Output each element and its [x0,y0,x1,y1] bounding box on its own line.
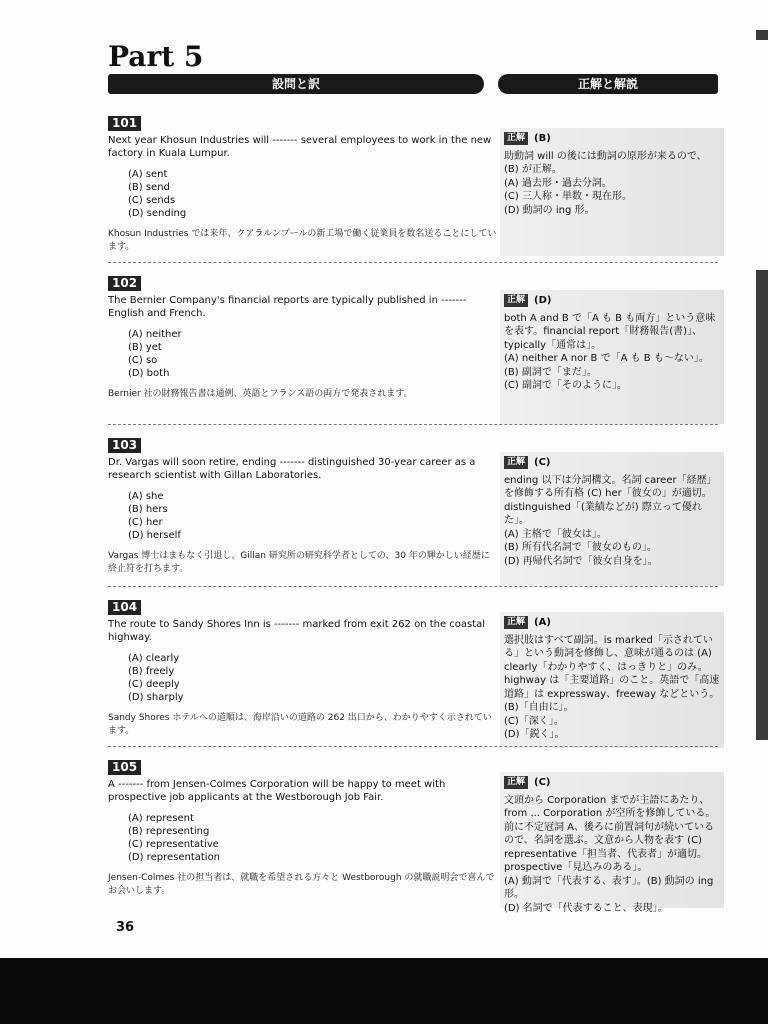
option-list [128,652,498,704]
translation: Vargas 博士はまもなく引退し、Gillan 研究所の研究科学者としての、30 年の輝かしい経歴に終止符を打ちます。 [108,551,490,574]
option: (A) represent [128,813,194,824]
option: (C) representative [128,839,219,850]
question-number: 104 [108,600,141,615]
translation: Khosun Industries では来年、クアラルンプールの新工場で働く従業員を数名送ることにしています。 [108,229,497,252]
option: (A) neither [128,329,182,340]
translation: Jensen-Colmes 社の担当者は、就職を希望される方々と Westborough の就職説明会で喜んでお会いします。 [108,873,495,896]
explanation-line: 助動詞 will の後には動詞の原形が来るので、(B) が正解。 [504,150,707,175]
option: (D) representation [128,852,221,863]
question-stem: A ------- from Jensen-Colmes Corporation will be happy to meet with prospective job applicants at the Westborough Job Fair. [108,779,446,803]
option-list [128,812,498,864]
explanation-line: (D) 名詞で「代表すること、表現」。 [504,902,668,914]
option: (C) her [128,517,163,528]
divider [108,424,718,425]
explanation-line: (D)「鋭く」。 [504,729,565,740]
answer-badge: 正解 [504,776,528,789]
option: (D) sending [128,208,187,219]
option: (C) so [128,355,158,366]
answer-badge: 正解 [504,616,528,629]
option: (C) deeply [128,679,180,690]
explanation-line: (A) 主格で「彼女は」。 [504,528,607,540]
question-number: 103 [108,438,141,453]
option: (A) she [128,491,164,502]
answer-badge: 正解 [504,132,528,145]
answer-letter: (B) [534,133,551,144]
explanation-line: (D) 再帰代名詞で「彼女自身を」。 [504,555,658,567]
answer-letter: (D) [534,295,552,306]
option: (B) hers [128,504,168,515]
translation: Sandy Shores ホテルへの道順は、海岸沿いの道路の 262 出口から、わかりやすく示されています。 [108,713,492,736]
explanation-line: ending 以下は分詞構文。名詞 career「経歴」を修飾する所有格 (C) her「彼女の」が適切。distinguished「(業績などが) 際立って優れた」。 [504,474,717,526]
bottom-bar [0,958,768,1024]
answer-block [500,452,724,586]
question-block [108,434,498,576]
divider [108,262,718,263]
explanation-line: (C) 三人称・単数・現在形。 [504,191,632,202]
answers-header: 正解と解説 [498,74,718,94]
question-block [108,596,498,738]
question-stem: Dr. Vargas will soon retire, ending ------- distinguished 30-year career as a research scientist with Gillan Laboratories. [108,457,476,481]
question-number: 101 [108,116,141,131]
explanation-line: (B) 所有代名詞で「彼女のもの」。 [504,542,657,553]
option: (C) sends [128,195,176,206]
translation: Bernier 社の財務報告書は通例、英語とフランス語の両方で発表されます。 [108,389,413,399]
question-stem: Next year Khosun Industries will ------- several employees to work in the new factory in Kuala Lumpur. [108,135,492,159]
explanation-line: (A) neither A nor B で「A も B も〜ない」。 [504,353,709,364]
explanation-line: (A) 動詞で「代表する、表す」。(B) 動詞の ing 形。 [504,875,714,900]
option: (B) send [128,182,170,193]
answer-badge: 正解 [504,456,528,469]
question-block [108,272,498,401]
answer-block [500,772,724,914]
page-number: 36 [116,920,135,935]
answer-badge: 正解 [504,294,528,307]
answer-letter: (C) [534,457,551,468]
explanation-line: 選択肢はすべて副詞。is marked「示されている」という動詞を修飾し、意味が通るのは (A) clearly「わかりやすく、はっきりと」のみ。highway は「主要道路」のこと。英語で「高速道路」は expressway、freeway などという。 [504,634,720,700]
answer-block [500,612,724,748]
divider [108,746,718,747]
option-list [128,490,498,542]
option: (A) sent [128,169,168,180]
explanation-line: (A) 過去形・過去分詞。 [504,177,612,189]
question-stem: The route to Sandy Shores Inn is ------- marked from exit 262 on the coastal highway. [108,619,486,643]
question-block [108,756,498,898]
explanation-line: (B) 副詞で「まだ」。 [504,366,597,378]
explanation-line: (C)「深く」。 [504,715,564,727]
side-tab-bar [756,270,768,740]
edge-mark [756,30,768,40]
option: (B) representing [128,826,210,837]
question-block [108,112,498,254]
questions-header: 設問と訳 [108,74,484,94]
answer-block [500,290,724,424]
option: (D) both [128,368,170,379]
answer-letter: (C) [534,777,551,788]
divider [108,586,718,587]
option: (D) sharply [128,692,184,703]
explanation-line: (C) 副詞で「そのように」。 [504,380,627,391]
explanation-line: 文頭から Corporation までが主語にあたり、from ... Corporation が空所を修飾している。前に不定冠詞 A、後ろに前置詞句が続いているので、名詞を選ぶ。文意から人物を表す (C) representative「担当者、代表者」が適切。prospective「見込みのある」。 [504,794,716,873]
option: (B) yet [128,342,162,353]
question-number: 105 [108,760,141,775]
part-title: Part 5 [108,40,204,73]
explanation-line: (D) 動詞の ing 形。 [504,204,595,216]
explanation-line: (B)「自由に」。 [504,702,574,713]
answer-letter: (A) [534,617,551,628]
option-list [128,328,498,380]
option: (A) clearly [128,653,180,664]
option: (B) freely [128,666,175,677]
question-number: 102 [108,276,141,291]
answer-block [500,128,724,256]
option-list [128,168,498,220]
explanation-line: both A and B で「A も B も両方」という意味を表す。financial report「財務報告(書)」、typically「通常は」。 [504,312,716,351]
question-stem: The Bernier Company's financial reports are typically published in ------- English and French. [108,295,467,319]
option: (D) herself [128,530,181,541]
